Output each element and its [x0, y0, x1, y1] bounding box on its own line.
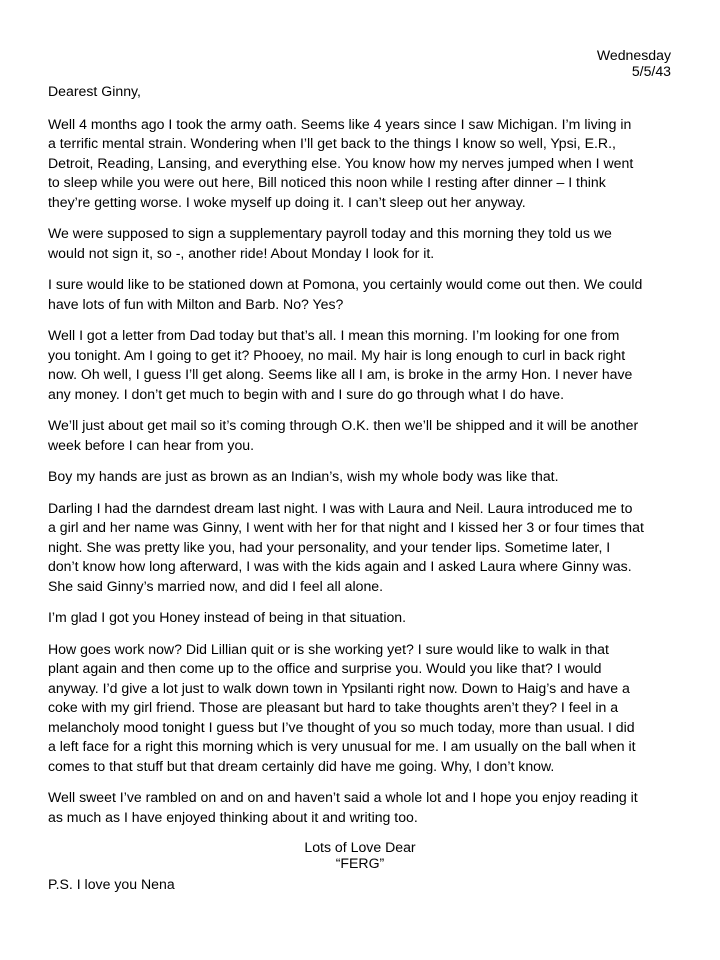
paragraph-line: Well sweet I’ve rambled on and on and haven’t said a whole lot and I hope you enjoy reading it [48, 789, 638, 805]
letter-date-block [48, 47, 671, 79]
letter-paragraph [48, 499, 673, 597]
paragraph-line: as much as I have enjoyed thinking about it and writing too. [48, 808, 418, 825]
letter-paragraph [48, 275, 673, 314]
letter-closing-block [15, 839, 705, 871]
paragraph-line: Well I got a letter from Dad today but that’s all. I mean this morning. I’m looking for one from [48, 327, 620, 343]
paragraph-line: any money. I don’t get much to begin with and I sure do go through what I do have. [48, 385, 565, 402]
paragraph-line: now. Oh well, I guess I’ll get along. Seems like all I am, is broke in the army Hon. I never have [48, 366, 633, 382]
paragraph-line: they’re getting worse. I woke myself up doing it. I can’t sleep out her anyway. [48, 193, 526, 210]
paragraph-line: a girl and her name was Ginny, I went with her for that night and I kissed her 3 or four times that [48, 519, 644, 535]
letter-paragraph [48, 467, 673, 487]
paragraph-line: coke with my girl friend. Those are pleasant but hard to take thoughts aren’t they? I feel in a [48, 699, 619, 715]
paragraph-line: plant again and then come up to the office and surprise you. Would you like that? I would [48, 660, 602, 676]
paragraph-line: Darling I had the darndest dream last night. I was with Laura and Neil. Laura introduced me to [48, 499, 633, 516]
paragraph-line: We’ll just about get mail so it’s coming through O.K. then we’ll be shipped and it will be another [48, 417, 639, 433]
letter-paragraph [48, 326, 673, 404]
letter-paragraph [48, 640, 673, 777]
paragraph-line: comes to that stuff but that dream certainly did have me going. Why, I don’t know. [48, 757, 555, 774]
letter-page [48, 47, 673, 947]
paragraph-line: I sure would like to be stationed down at Pomona, you certainly would come out then. We could [48, 276, 643, 292]
letter-salutation: Dearest Ginny, [48, 83, 141, 99]
paragraph-line: a left face for a right this morning which is very unusual for me. I am usually on the ball when it [48, 738, 636, 754]
paragraph-line: She said Ginny’s married now, and did I feel all alone. [48, 577, 384, 594]
paragraph-line: melancholy mood tonight I guess but I’ve thought of you so much today, more than usual. I did [48, 718, 635, 735]
paragraph-line: night. She was pretty like you, had your personality, and your tender lips. Sometime later, I [48, 538, 611, 555]
paragraph-line: would not sign it, so -, another ride! About Monday I look for it. [48, 244, 435, 261]
letter-paragraph [48, 224, 673, 263]
letter-paragraph [48, 608, 673, 628]
paragraph-line: I’m glad I got you Honey instead of being in that situation. [48, 609, 407, 625]
paragraph-line: a terrific mental strain. Wondering when I’ll get back to the things I know so well, Ypsi, E.R., [48, 135, 616, 151]
paragraph-line: week before I can hear from you. [48, 436, 255, 453]
paragraph-line: Boy my hands are just as brown as an Indian’s, wish my whole body was like that. [48, 468, 559, 484]
paragraph-line: Detroit, Reading, Lansing, and everything else. You know how my nerves jumped when I went [48, 154, 634, 171]
letter-postscript: P.S. I love you Nena [48, 876, 175, 892]
paragraph-line: anyway. I’d give a lot just to walk down town in Ypsilanti right now. Down to Haig’s and have a [48, 679, 630, 696]
paragraph-line: have lots of fun with Milton and Barb. No? Yes? [48, 295, 344, 312]
letter-signature: “FERG” [335, 855, 385, 871]
paragraph-line: to sleep while you were out here, Bill noticed this noon while I resting after dinner – I think [48, 174, 606, 190]
paragraph-line: We were supposed to sign a supplementary payroll today and this morning they told us we [48, 225, 612, 241]
letter-day: Wednesday [596, 47, 671, 63]
letter-paragraph [48, 788, 673, 827]
letter-body [48, 102, 673, 840]
letter-paragraph [48, 416, 673, 455]
paragraph-line: don’t know how long afterward, I was with the kids again and I asked Laura where Ginny was. [48, 558, 632, 574]
paragraph-line: you tonight. Am I going to get it? Phooey, no mail. My hair is long enough to curl in back right [48, 346, 626, 363]
paragraph-line: How goes work now? Did Lillian quit or is she working yet? I sure would like to walk in that [48, 640, 609, 657]
paragraph-line: Well 4 months ago I took the army oath. Seems like 4 years since I saw Michigan. I’m living in [48, 115, 632, 132]
letter-date: 5/5/43 [631, 63, 671, 79]
letter-paragraph [48, 115, 673, 213]
letter-closing: Lots of Love Dear [304, 839, 416, 855]
